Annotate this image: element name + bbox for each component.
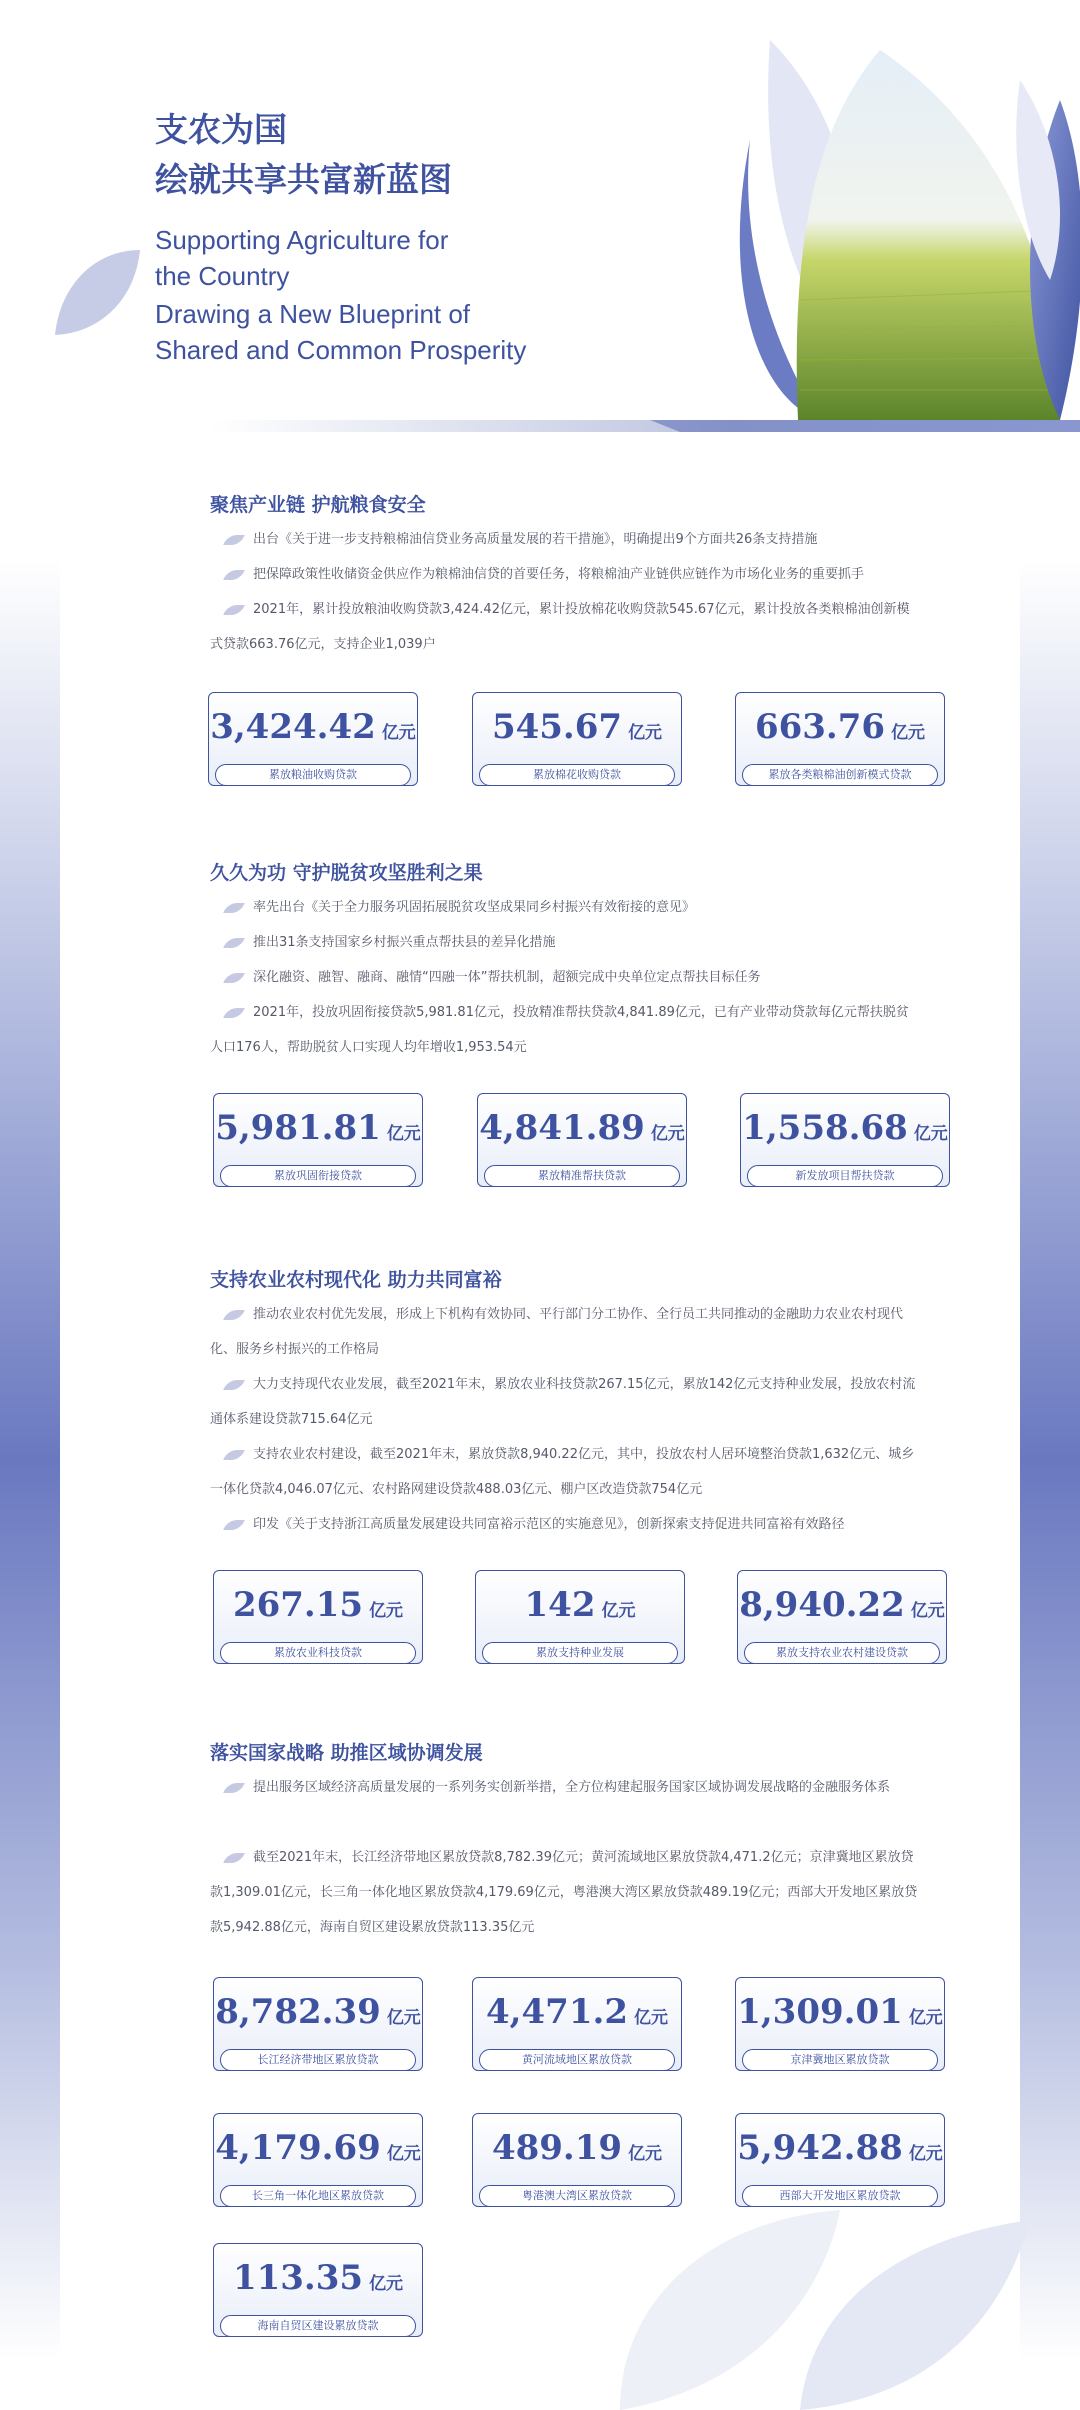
stat-unit: 亿元	[913, 1124, 948, 1144]
right-gradient-band	[1020, 560, 1080, 2360]
stat-card	[735, 1977, 945, 2071]
stat-value: 142	[524, 1585, 596, 1625]
stat-label: 粤港澳大湾区累放贷款	[479, 2185, 675, 2207]
stat-value: 267.15	[232, 1585, 364, 1625]
paragraph-text: 大力支持现代农业发展，截至2021年末，累放农业科技贷款267.15亿元，累放142亿元支持种业发展，投放农村流通体系建设贷款715.64亿元	[210, 1377, 916, 1427]
stat-card	[737, 1570, 947, 1664]
hero-title-cn-line1: 支农为国	[155, 110, 287, 149]
stat-label: 累放棉花收购贷款	[479, 764, 675, 786]
bottom-leaf-decoration-icon	[560, 2180, 1080, 2410]
stat-label: 累放精准帮扶贷款	[484, 1165, 680, 1187]
stat-unit: 亿元	[908, 2144, 943, 2164]
stat-value: 8,782.39	[215, 1992, 381, 2032]
paragraph	[210, 1367, 920, 1437]
paragraph	[210, 960, 920, 995]
stat-card	[475, 1570, 685, 1664]
stat-card	[213, 1570, 423, 1664]
leaf-bullet-icon	[223, 1008, 245, 1018]
stat-value: 545.67	[491, 707, 623, 747]
stat-label: 长三角一体化地区累放贷款	[220, 2185, 416, 2207]
stat-label: 累放粮油收购贷款	[215, 764, 411, 786]
paragraph	[210, 890, 920, 925]
paragraph-text: 推出31条支持国家乡村振兴重点帮扶县的差异化措施	[253, 935, 556, 950]
leaf-decoration-icon	[50, 245, 145, 340]
stat-unit: 亿元	[633, 2008, 668, 2028]
stat-card	[472, 692, 682, 786]
stat-value: 1,309.01	[737, 1992, 903, 2032]
stat-unit: 亿元	[381, 723, 416, 743]
stat-unit: 亿元	[908, 2008, 943, 2028]
stat-value: 4,179.69	[215, 2128, 381, 2168]
paragraph-text: 深化融资、融智、融商、融情“四融一体”帮扶机制，超额完成中央单位定点帮扶目标任务	[253, 970, 761, 985]
paragraph-text: 把保障政策性收储资金供应作为粮棉油信贷的首要任务，将粮棉油产业链供应链作为市场化业务的重要抓手	[253, 567, 865, 582]
paragraph-text: 截至2021年末，长江经济带地区累放贷款8,782.39亿元；黄河流域地区累放贷款4,471.2亿元；京津冀地区累放贷款1,309.01亿元，长三角一体化地区累放贷款4,179.69亿元，粤港澳大湾区累放贷款489.19亿元；西部大开发地区累放贷款5,942.88亿元，海南自贸区建设累放贷款113.35亿元	[210, 1850, 918, 1935]
section-title: 落实国家战略 助推区域协调发展	[210, 1742, 483, 1764]
stat-card	[472, 1977, 682, 2071]
paragraph-text: 2021年，累计投放粮油收购贷款3,424.42亿元，累计投放棉花收购贷款545.67亿元，累计投放各类粮棉油创新模式贷款663.76亿元，支持企业1,039户	[210, 602, 910, 652]
paragraph	[210, 592, 920, 662]
paragraph	[210, 995, 920, 1065]
paragraph	[210, 925, 920, 960]
stat-value: 5,942.88	[737, 2128, 903, 2168]
stat-unit: 亿元	[650, 1124, 685, 1144]
leaf-bullet-icon	[223, 1450, 245, 1460]
stat-unit: 亿元	[386, 1124, 421, 1144]
leaf-bullet-icon	[223, 570, 245, 580]
leaf-bullet-icon	[223, 903, 245, 913]
stat-label: 累放各类粮棉油创新模式贷款	[742, 764, 938, 786]
stat-unit: 亿元	[628, 723, 663, 743]
stat-label: 京津冀地区累放贷款	[742, 2049, 938, 2071]
paragraph	[210, 1297, 920, 1367]
header-divider	[210, 420, 1080, 432]
leaf-bullet-icon	[223, 973, 245, 983]
leaf-bullet-icon	[223, 1380, 245, 1390]
stat-label: 累放支持农业农村建设贷款	[744, 1642, 940, 1664]
leaf-bullet-icon	[223, 1853, 245, 1863]
paragraph-text: 推动农业农村优先发展，形成上下机构有效协同、平行部门分工协作、全行员工共同推动的金融助力农业农村现代化、服务乡村振兴的工作格局	[210, 1307, 904, 1357]
paragraph	[210, 1770, 920, 1805]
paragraph	[210, 1437, 920, 1507]
leaf-bullet-icon	[223, 1310, 245, 1320]
hero-title-en-line4: Shared and Common Prosperity	[155, 335, 527, 365]
stat-card	[477, 1093, 687, 1187]
stat-value: 4,841.89	[479, 1108, 645, 1148]
stat-label: 累放支持种业发展	[482, 1642, 678, 1664]
stat-card	[740, 1093, 950, 1187]
stat-card	[213, 1977, 423, 2071]
stat-card	[213, 2243, 423, 2337]
hero-title-cn-line2: 绘就共享共富新蓝图	[155, 160, 452, 199]
stat-label: 累放巩固衔接贷款	[220, 1165, 416, 1187]
stat-value: 1,558.68	[742, 1108, 908, 1148]
paragraph-text: 率先出台《关于全力服务巩固拓展脱贫攻坚成果同乡村振兴有效衔接的意见》	[253, 900, 696, 915]
leaf-bullet-icon	[223, 1520, 245, 1530]
paragraph	[210, 557, 920, 592]
paragraph-text: 提出服务区域经济高质量发展的一系列务实创新举措，全方位构建起服务国家区域协调发展战略的金融服务体系	[253, 1780, 891, 1795]
hero-title-en	[155, 222, 526, 368]
stat-unit: 亿元	[910, 1601, 945, 1621]
hero-title-cn	[155, 105, 452, 205]
stat-value: 8,940.22	[739, 1585, 905, 1625]
leaf-bullet-icon	[223, 535, 245, 545]
stat-card	[213, 1093, 423, 1187]
stat-unit: 亿元	[891, 723, 926, 743]
leaf-bullet-icon	[223, 938, 245, 948]
hero-title-en-line1: Supporting Agriculture for	[155, 225, 449, 255]
hero-title-en-line2: the Country	[155, 261, 290, 291]
stat-label: 海南自贸区建设累放贷款	[220, 2315, 416, 2337]
stat-unit: 亿元	[369, 2274, 404, 2294]
stat-label: 累放农业科技贷款	[220, 1642, 416, 1664]
stat-value: 113.35	[232, 2258, 364, 2298]
stat-unit: 亿元	[369, 1601, 404, 1621]
stat-value: 663.76	[754, 707, 886, 747]
paragraph-text: 出台《关于进一步支持粮棉油信贷业务高质量发展的若干措施》，明确提出9个方面共26条支持措施	[253, 532, 818, 547]
stat-unit: 亿元	[628, 2144, 663, 2164]
section-title: 聚焦产业链 护航粮食安全	[210, 494, 426, 516]
stat-unit: 亿元	[386, 2144, 421, 2164]
paragraph	[210, 522, 920, 557]
leaf-bullet-icon	[223, 605, 245, 615]
paragraph-text: 印发《关于支持浙江高质量发展建设共同富裕示范区的实施意见》，创新探索支持促进共同富裕有效路径	[253, 1517, 845, 1532]
stat-unit: 亿元	[601, 1601, 636, 1621]
stat-card	[213, 2113, 423, 2207]
stat-label: 黄河流域地区累放贷款	[479, 2049, 675, 2071]
paragraph-text: 支持农业农村建设，截至2021年末，累放贷款8,940.22亿元，其中，投放农村人居环境整治贷款1,632亿元、城乡一体化贷款4,046.07亿元、农村路网建设贷款488.03亿元、棚户区改造贷款754亿元	[210, 1447, 915, 1497]
stat-card	[208, 692, 418, 786]
stat-unit: 亿元	[386, 2008, 421, 2028]
stat-value: 3,424.42	[210, 707, 376, 747]
paragraph	[210, 1507, 920, 1542]
stat-label: 西部大开发地区累放贷款	[742, 2185, 938, 2207]
section-title: 支持农业农村现代化 助力共同富裕	[210, 1269, 502, 1291]
paragraph	[210, 1840, 920, 1945]
stat-label: 长江经济带地区累放贷款	[220, 2049, 416, 2071]
leaf-bullet-icon	[223, 1783, 245, 1793]
stat-value: 489.19	[491, 2128, 623, 2168]
paragraph-text: 2021年，投放巩固衔接贷款5,981.81亿元，投放精准帮扶贷款4,841.89亿元，已有产业带动贷款每亿元帮扶脱贫人口176人，帮助脱贫人口实现人均年增收1,953.54元	[210, 1005, 909, 1055]
wheat-field-illustration	[620, 40, 1080, 440]
stat-label: 新发放项目帮扶贷款	[747, 1165, 943, 1187]
stat-value: 5,981.81	[215, 1108, 381, 1148]
section-title: 久久为功 守护脱贫攻坚胜利之果	[210, 862, 483, 884]
stat-card	[735, 692, 945, 786]
stat-value: 4,471.2	[486, 1992, 628, 2032]
hero-title-en-line3: Drawing a New Blueprint of	[155, 299, 471, 329]
left-gradient-band	[0, 560, 60, 2360]
